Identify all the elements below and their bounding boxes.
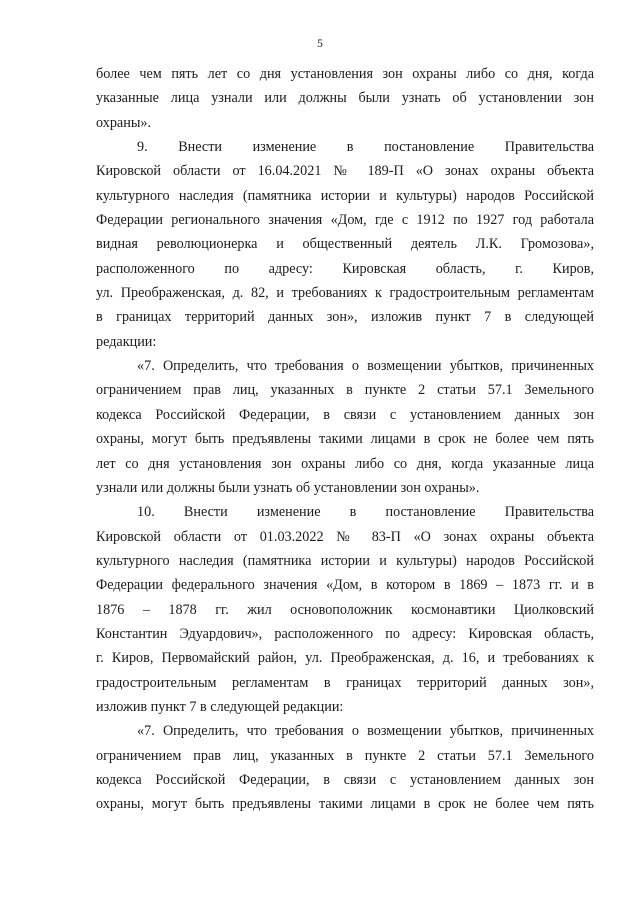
text-line: кодекса Российской Федерации, в связи с установлением данных зон bbox=[96, 771, 594, 788]
text-line: градостроительным регламентам в границах территорий данных зон», bbox=[96, 674, 594, 691]
text-line: охраны, могут быть предъявлены такими лицами в срок не более чем пять bbox=[96, 796, 594, 813]
text-line: г. Киров, Первомайский район, ул. Преображенская, д. 16, и требованиях к bbox=[96, 650, 594, 667]
text-line: охраны, могут быть предъявлены такими лицами в срок не более чем пять bbox=[96, 431, 594, 448]
text-line: узнали или должны были узнать об установлении зон охраны». bbox=[96, 479, 480, 496]
text-line: «7. Определить, что требования о возмещении убытков, причиненных bbox=[137, 723, 594, 740]
text-line: культурного наследия (памятника истории и культуры) народов Российской bbox=[96, 187, 594, 204]
text-line: Константин Эдуардович», расположенного по адресу: Кировская область, bbox=[96, 625, 594, 642]
page-number: 5 bbox=[317, 38, 323, 50]
text-line: лет со дня установления зон охраны либо со дня, когда указанные лица bbox=[96, 455, 594, 472]
text-line: Кировской области от 16.04.2021 № 189-П «О зонах охраны объекта bbox=[96, 163, 594, 180]
text-line: более чем пять лет со дня установления зон охраны либо со дня, когда bbox=[96, 66, 594, 82]
text-line: ограничением прав лиц, указанных в пункте 2 статьи 57.1 Земельного bbox=[96, 747, 594, 764]
text-line: редакции: bbox=[96, 333, 157, 350]
text-line: Кировской области от 01.03.2022 № 83-П «О зонах охраны объекта bbox=[96, 528, 594, 545]
text-line: ул. Преображенская, д. 82, и требованиях к градостроительным регламентам bbox=[96, 285, 594, 302]
text-line: 10. Внести изменение в постановление Правительства bbox=[137, 504, 594, 521]
text-line: кодекса Российской Федерации, в связи с установлением данных зон bbox=[96, 406, 594, 423]
text-line: культурного наследия (памятника истории и культуры) народов Российской bbox=[96, 552, 594, 569]
text-line: указанные лица узнали или должны были узнать об установлении зон bbox=[96, 90, 594, 107]
text-line: 1876 – 1878 гг. жил основоположник космонавтики Циолковский bbox=[96, 601, 594, 618]
text-line: ограничением прав лиц, указанных в пункте 2 статьи 57.1 Земельного bbox=[96, 382, 594, 399]
text-line: Федерации федерального значения «Дом, в котором в 1869 – 1873 гг. и в bbox=[96, 577, 594, 594]
text-line: изложив пункт 7 в следующей редакции: bbox=[96, 698, 344, 715]
text-line: Федерации регионального значения «Дом, где с 1912 по 1927 год работала bbox=[96, 212, 594, 229]
text-line: в границах территорий данных зон», изложив пункт 7 в следующей bbox=[96, 309, 594, 326]
document-body bbox=[96, 62, 594, 817]
text-line: охраны». bbox=[96, 114, 151, 131]
text-line: 9. Внести изменение в постановление Правительства bbox=[137, 139, 594, 156]
text-line: расположенного по адресу: Кировская область, г. Киров, bbox=[96, 260, 594, 277]
text-line: видная революционерка и общественный деятель Л.К. Громозова», bbox=[96, 236, 594, 253]
text-line: «7. Определить, что требования о возмещении убытков, причиненных bbox=[137, 358, 594, 375]
